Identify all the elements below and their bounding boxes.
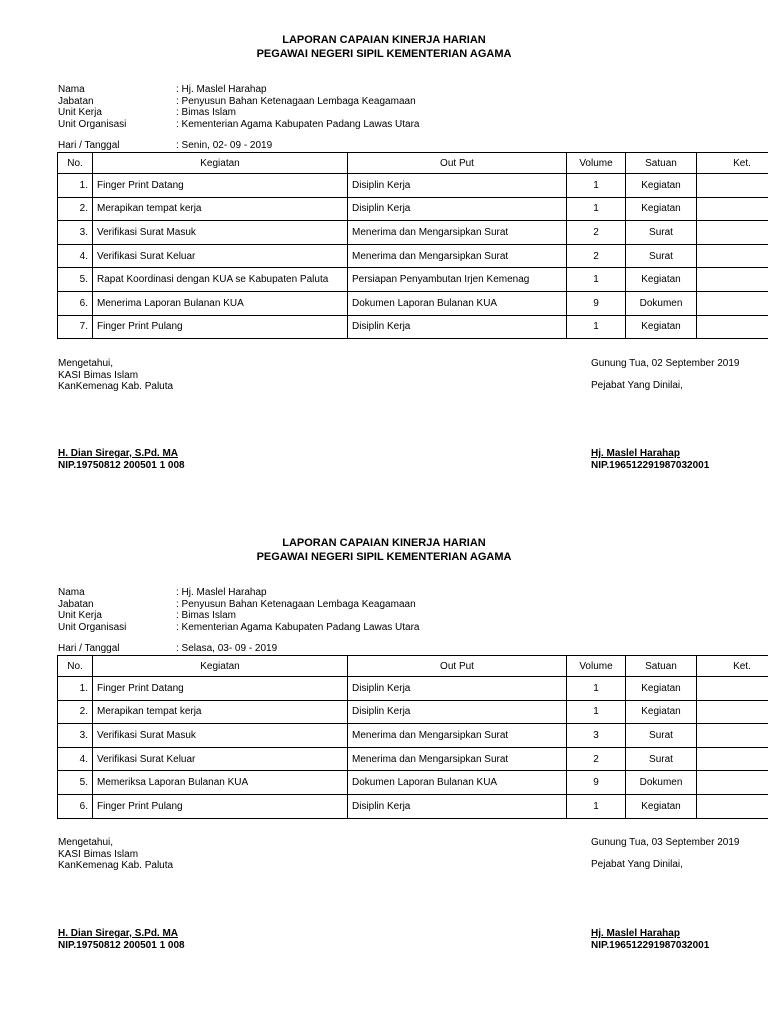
cell-satuan: Surat [626,221,697,245]
info-row-jabatan [58,599,420,611]
cell-kegiatan: Verifikasi Surat Masuk [93,221,348,245]
cell-output: Disiplin Kerja [348,700,567,724]
cell-ket [697,700,768,724]
cell-kegiatan: Menerima Laporan Bulanan KUA [93,291,348,315]
cell-satuan: Kegiatan [626,197,697,221]
cell-ket [697,677,768,701]
table-row [58,221,768,245]
cell-no: 6. [58,794,93,818]
activity-table [57,655,768,819]
cell-no: 1. [58,677,93,701]
cell-satuan: Kegiatan [626,315,697,339]
info-row-jabatan [58,96,420,108]
table-row [58,244,768,268]
cell-ket [697,221,768,245]
cell-output: Menerima dan Mengarsipkan Surat [348,221,567,245]
cell-no: 5. [58,268,93,292]
place-date: Gunung Tua, 03 September 2019 [591,837,740,848]
cell-no: 4. [58,244,93,268]
table-row [58,724,768,748]
cell-volume: 2 [567,221,626,245]
approver-line-1: Mengetahui, [58,837,114,848]
cell-no: 2. [58,700,93,724]
cell-output: Disiplin Kerja [348,315,567,339]
cell-output: Dokumen Laporan Bulanan KUA [348,291,567,315]
cell-satuan: Dokumen [626,291,697,315]
header-ket: Ket. [697,656,768,677]
cell-ket [697,291,768,315]
cell-satuan: Kegiatan [626,794,697,818]
evaluated-name: Hj. Maslel Harahap [591,928,680,939]
table-row [58,291,768,315]
evaluated-role: Pejabat Yang Dinilai, [591,380,683,391]
date-value: : Selasa, 03- 09 - 2019 [176,643,278,654]
approver-line-3: KanKemenag Kab. Paluta [58,381,174,392]
info-row-unit-kerja [58,610,420,622]
info-value: : Bimas Islam [176,107,237,118]
date-value: : Senin, 02- 09 - 2019 [176,140,273,151]
cell-no: 3. [58,221,93,245]
cell-output: Disiplin Kerja [348,197,567,221]
cell-kegiatan: Verifikasi Surat Keluar [93,244,348,268]
cell-kegiatan: Finger Print Pulang [93,315,348,339]
header-no: No. [58,656,93,677]
info-label: Jabatan [58,95,94,107]
date-line [58,140,272,151]
cell-ket [697,174,768,198]
evaluated-nip: NIP.196512291987032001 [591,459,710,471]
evaluated-role: Pejabat Yang Dinilai, [591,859,683,870]
table-header-row [58,656,768,677]
report-title [0,33,768,61]
info-label: Unit Organisasi [58,118,127,130]
cell-volume: 1 [567,174,626,198]
cell-kegiatan: Rapat Koordinasi dengan KUA se Kabupaten Paluta [93,268,348,292]
cell-satuan: Kegiatan [626,268,697,292]
table-header-row [58,153,768,174]
cell-output: Disiplin Kerja [348,174,567,198]
cell-ket [697,724,768,748]
cell-kegiatan: Verifikasi Surat Keluar [93,747,348,771]
activity-table [57,152,768,339]
table-row [58,700,768,724]
cell-no: 3. [58,724,93,748]
header-satuan: Satuan [626,153,697,174]
info-label: Unit Kerja [58,107,102,118]
cell-no: 4. [58,747,93,771]
cell-output: Disiplin Kerja [348,677,567,701]
header-output: Out Put [348,656,567,677]
cell-volume: 3 [567,724,626,748]
cell-satuan: Surat [626,244,697,268]
approver-nip: NIP.19750812 200501 1 008 [58,459,185,471]
info-value: : Penyusun Bahan Ketenagaan Lembaga Keagamaan [176,95,416,107]
title-line-2: PEGAWAI NEGERI SIPIL KEMENTERIAN AGAMA [256,48,512,60]
title-line-1: LAPORAN CAPAIAN KINERJA HARIAN [282,34,486,46]
evaluated-signature [591,448,709,471]
header-kegiatan: Kegiatan [93,656,348,677]
cell-no: 5. [58,771,93,795]
cell-output: Menerima dan Mengarsipkan Surat [348,244,567,268]
table-row [58,747,768,771]
cell-kegiatan: Finger Print Datang [93,174,348,198]
info-value: : Hj. Maslel Harahap [176,84,267,95]
info-label: Nama [58,84,85,95]
cell-ket [697,794,768,818]
cell-kegiatan: Memeriksa Laporan Bulanan KUA [93,771,348,795]
cell-satuan: Kegiatan [626,677,697,701]
cell-output: Menerima dan Mengarsipkan Surat [348,724,567,748]
cell-kegiatan: Finger Print Pulang [93,794,348,818]
cell-volume: 1 [567,315,626,339]
table-row [58,197,768,221]
report-day-2 [0,503,768,1003]
cell-output: Disiplin Kerja [348,794,567,818]
header-kegiatan: Kegiatan [93,153,348,174]
cell-satuan: Kegiatan [626,174,697,198]
title-line-1: LAPORAN CAPAIAN KINERJA HARIAN [282,537,486,549]
info-value: : Penyusun Bahan Ketenagaan Lembaga Keagamaan [176,598,416,610]
header-no: No. [58,153,93,174]
cell-no: 1. [58,174,93,198]
header-output: Out Put [348,153,567,174]
cell-ket [697,771,768,795]
header-volume: Volume [567,153,626,174]
approver-name: H. Dian Siregar, S.Pd. MA [58,448,179,459]
date-line [58,643,277,654]
cell-kegiatan: Verifikasi Surat Masuk [93,724,348,748]
report-title [0,536,768,564]
approver-name: H. Dian Siregar, S.Pd. MA [58,928,179,939]
cell-output: Persiapan Penyambutan Irjen Kemenag [348,268,567,292]
info-value: : Kementerian Agama Kabupaten Padang Lawas Utara [176,621,420,633]
cell-output: Menerima dan Mengarsipkan Surat [348,747,567,771]
approver-line-1: Mengetahui, [58,358,114,369]
cell-satuan: Surat [626,724,697,748]
date-label: Hari / Tanggal [58,643,120,654]
header-satuan: Satuan [626,656,697,677]
cell-volume: 1 [567,268,626,292]
place-date: Gunung Tua, 02 September 2019 [591,358,740,369]
cell-kegiatan: Merapikan tempat kerja [93,700,348,724]
cell-satuan: Surat [626,747,697,771]
cell-output: Dokumen Laporan Bulanan KUA [348,771,567,795]
info-row-nama [58,84,420,96]
approver-line-2: KASI Bimas Islam [58,848,139,860]
cell-ket [697,747,768,771]
cell-volume: 1 [567,677,626,701]
info-label: Unit Organisasi [58,621,127,633]
table-row [58,771,768,795]
table-row [58,174,768,198]
info-value: : Bimas Islam [176,610,237,621]
cell-volume: 9 [567,291,626,315]
approver-block [58,358,173,393]
info-label: Nama [58,587,85,598]
info-label: Unit Kerja [58,610,102,621]
approver-signature [58,448,185,471]
info-row-nama [58,587,420,599]
report-day-1 [0,0,768,500]
approver-nip: NIP.19750812 200501 1 008 [58,939,185,951]
info-row-unit-organisasi [58,119,420,131]
info-label: Jabatan [58,598,94,610]
cell-ket [697,315,768,339]
cell-no: 6. [58,291,93,315]
date-label: Hari / Tanggal [58,140,120,151]
info-row-unit-organisasi [58,622,420,634]
cell-volume: 2 [567,244,626,268]
cell-ket [697,244,768,268]
title-line-2: PEGAWAI NEGERI SIPIL KEMENTERIAN AGAMA [256,551,512,563]
header-volume: Volume [567,656,626,677]
table-row [58,315,768,339]
info-value: : Kementerian Agama Kabupaten Padang Lawas Utara [176,118,420,130]
cell-volume: 2 [567,747,626,771]
approver-line-2: KASI Bimas Islam [58,369,139,381]
cell-satuan: Kegiatan [626,700,697,724]
cell-volume: 1 [567,794,626,818]
info-row-unit-kerja [58,107,420,119]
table-row [58,268,768,292]
approver-block [58,837,173,872]
evaluated-nip: NIP.196512291987032001 [591,939,710,951]
header-ket: Ket. [697,153,768,174]
cell-kegiatan: Finger Print Datang [93,677,348,701]
cell-volume: 1 [567,197,626,221]
approver-line-3: KanKemenag Kab. Paluta [58,860,174,871]
cell-ket [697,268,768,292]
cell-kegiatan: Merapikan tempat kerja [93,197,348,221]
cell-no: 7. [58,315,93,339]
cell-satuan: Dokumen [626,771,697,795]
cell-volume: 9 [567,771,626,795]
table-row [58,677,768,701]
cell-no: 2. [58,197,93,221]
cell-volume: 1 [567,700,626,724]
employee-info [58,84,420,130]
employee-info [58,587,420,633]
cell-ket [697,197,768,221]
table-row [58,794,768,818]
approver-signature [58,928,185,951]
evaluated-name: Hj. Maslel Harahap [591,448,680,459]
info-value: : Hj. Maslel Harahap [176,587,267,598]
evaluated-signature [591,928,709,951]
